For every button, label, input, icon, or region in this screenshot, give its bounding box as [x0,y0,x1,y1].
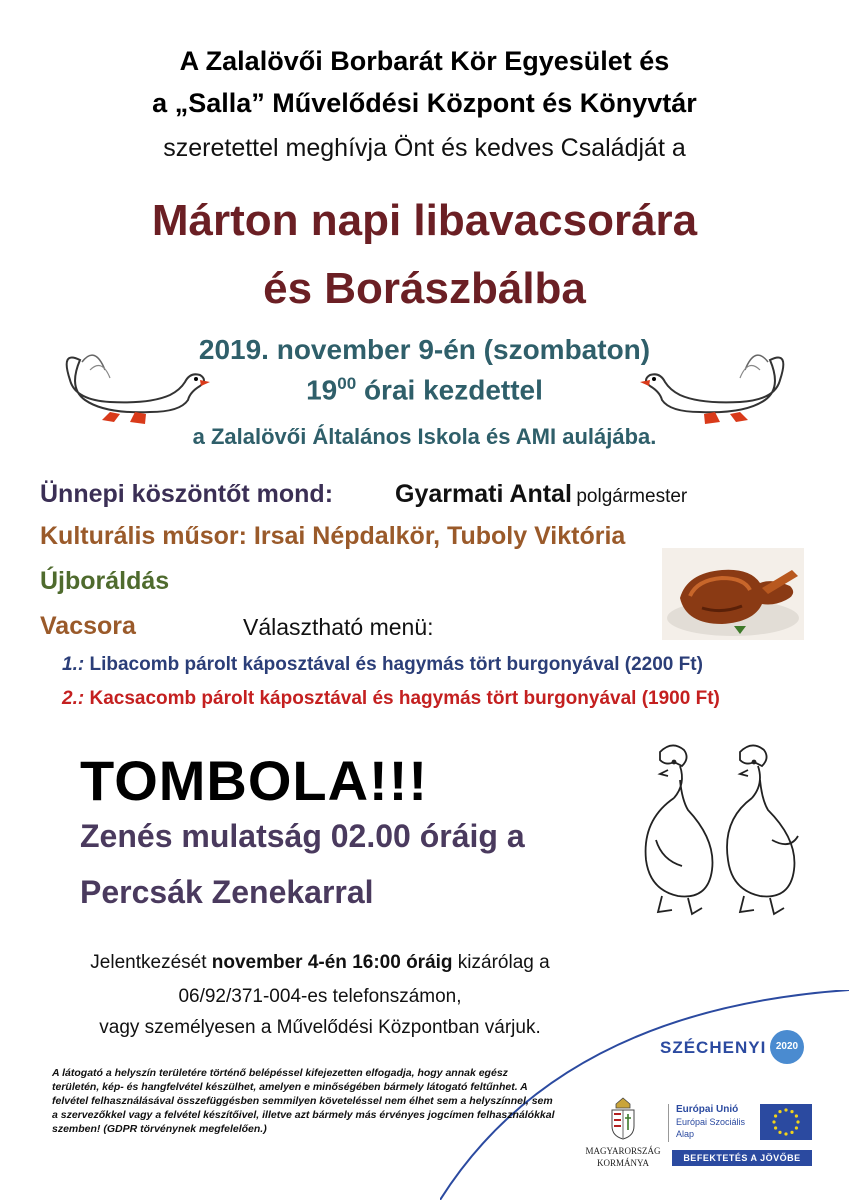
greeting-name: Gyarmati Antal [395,480,572,508]
event-date: 2019. november 9-én (szombaton) [198,334,651,365]
government-label-1: MAGYARORSZÁG [585,1146,661,1156]
menu-item-2-text: Kacsacomb párolt káposztával és hagymás tört burgonyával (1900 Ft) [89,688,720,709]
event-title-line-1: Márton napi libavacsorára [151,196,698,245]
roast-duck-photo [662,548,804,640]
contact-line-1 [0,952,640,974]
new-wine-ceremony: Újboráldás [40,567,170,595]
contact-phone: 06/92/371-004-es telefonszámon, [178,986,462,1007]
government-label-2: KORMÁNYA [596,1158,649,1168]
organizer-line-1: A Zalalövői Borbarát Kör Egyesület és [179,46,670,76]
eu-flag-icon [760,1104,812,1140]
contact-pre: Jelentkezését [90,952,212,973]
greeting-role: polgármester [576,486,688,507]
eu-fund-label-2: Alap [676,1129,695,1139]
menu-item-2 [62,688,720,710]
menu-item-2-number: 2.: [62,688,85,709]
goose-right-illustration [640,340,800,425]
greeting-speaker [395,480,687,509]
contact-post: kizárólag a [452,952,550,973]
time-hour: 19 [306,374,338,406]
geese-in-bonnets-illustration [622,740,812,925]
cultural-program: Kulturális műsor: Irsai Népdalkör, Tuboly Viktória [40,522,626,550]
hungary-crest-icon [608,1096,638,1140]
dinner-label: Vacsora [40,612,136,640]
event-venue: a Zalalövői Általános Iskola és AMI aulájába. [192,424,657,449]
szechenyi-logo-text: SZÉCHENYI [660,1038,767,1057]
menu-item-1-text: Libacomb párolt káposztával és hagymás tört burgonyával (2200 Ft) [89,654,703,675]
szechenyi-2020-badge: 2020 [770,1030,804,1064]
contact-in-person: vagy személyesen a Művelődési Központban várjuk. [99,1017,541,1038]
eu-invest-banner: BEFEKTETÉS A JÖVŐBE [672,1150,812,1166]
menu-item-1 [62,654,703,676]
menu-label: Választható menü: [243,614,434,640]
contact-deadline: november 4-én 16:00 óráig [211,952,453,973]
invitation-line: szeretettel meghívja Önt és kedves Családját a [163,134,686,162]
party-line-2: Percsák Zenekarral [80,874,374,910]
party-line-1: Zenés mulatság 02.00 óráig a [80,818,525,854]
gdpr-disclaimer: A látogató a helyszín területére történő belépéssel kifejezetten elfogadja, hogy annak egész területén, kép- és hangfelvétel készülhet, amelyen e minőségében bármely látogató feltűnhet. A felvétel felhasználásával összefüggésben semmilyen követeléssel nem élhet sem a helyszínnel, sem a szervezőkkel vagy a felvétel készítőivel, illetve azt bármely más érvényes jogcímen felhasználókkal szemben! (GDPR törvénynek megfelelően.) [52,1067,555,1135]
greeting-label: Ünnepi köszöntőt mond: [40,480,334,508]
organizer-line-2: a „Salla” Művelődési Központ és Könyvtár [152,88,697,118]
eu-divider [668,1104,669,1142]
eu-union-label: Európai Unió [676,1104,739,1115]
tombola-heading: TOMBOLA!!! [80,749,428,812]
time-minutes: 00 [337,374,357,393]
eu-fund-label: Európai Szociális [676,1117,746,1127]
time-suffix: órai kezdettel [356,374,543,406]
goose-left-illustration [50,340,210,425]
event-title-line-2: és Borászbálba [263,264,586,313]
menu-item-1-number: 1.: [62,654,85,675]
